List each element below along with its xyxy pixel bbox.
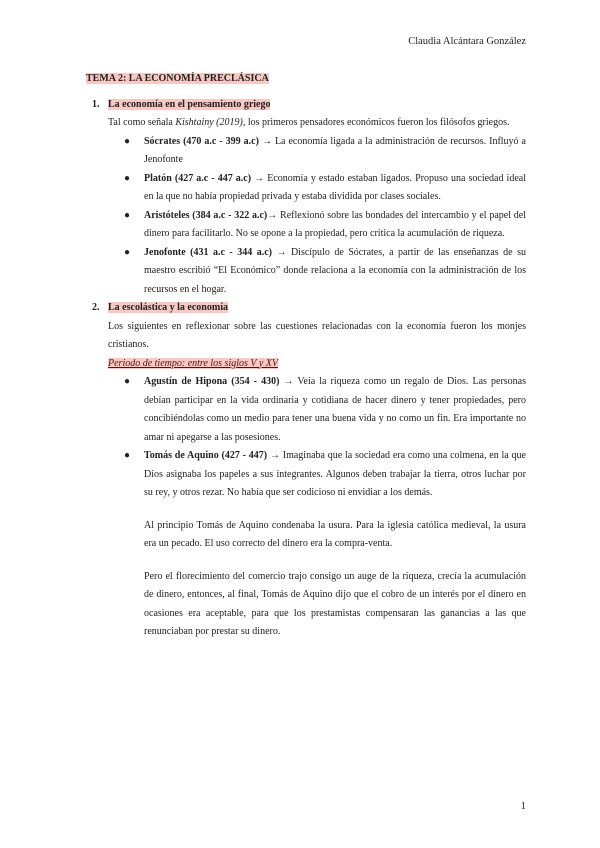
- bullet-icon: ●: [124, 450, 131, 461]
- section2-intro: Los siguientes en reflexionar sobre las cuestiones relacionadas con la economía fueron los monjes cristianos.: [108, 320, 526, 350]
- section1-heading: [86, 96, 526, 115]
- section2-title: La escolástica y la economía: [108, 302, 228, 313]
- paragraph-comercio: Pero el florecimiento del comercio trajo consigo un auge de la riqueza, crecía la acumulación de dinero, entonces, al final, Tomás de Aquino dijo que el cobro de un interés por el dinero en ocasiones era aceptable, para que los prestamistas compensaran las ganancias a las que renunciaban por prestar su dinero.: [144, 570, 526, 637]
- bullet-icon: ●: [124, 135, 131, 147]
- section2-number: 2.: [92, 302, 100, 313]
- section1-title: La economía en el pensamiento griego: [108, 98, 271, 110]
- paragraph-usura: Al principio Tomás de Aquino condenaba la usura. Para la iglesia católica medieval, la usura era un pecado. El uso correcto del dinero era la compra-venta.: [144, 519, 526, 549]
- citation: Kishtainy (2019): [175, 117, 243, 128]
- author-name: Claudia Alcántara González: [408, 36, 526, 47]
- list-item: ● Tomás de Aquino (427 - 447) → Imaginaba que la sociedad era como una colmena, en la que Dios asignaba los papeles a sus integrantes. Algunos deben trabajar la tierra, otros luchar por su rey, y otros rezar. No había que ser codicioso ni envidiar a los demás.: [144, 447, 526, 503]
- bullet-icon: ●: [124, 209, 131, 221]
- list-item: ● Sócrates (470 a.c - 399 a.c) → La economía ligada a la administración de recursos. Influyó a Jenofonte: [144, 133, 526, 170]
- document-body: [86, 70, 526, 642]
- list-item: ● Agustín de Hipona (354 - 430) → Veía la riqueza como un regalo de Dios. Las personas debían participar en la vida ordinaria y cotidiana de hacer dinero y tener propiedades, pero concibiéndolas como un medio para tener una buena vida y no como un fin. Era importante no amar ni apegarse a las posesiones.: [144, 373, 526, 447]
- document-title: TEMA 2: LA ECONOMÍA PRECLÁSICA: [86, 73, 269, 84]
- bullet-icon: ●: [124, 246, 131, 258]
- list-item: ● Jenofonte (431 a.c - 344 a.c) → Discípulo de Sócrates, a partir de las enseñanzas de su maestro escribió “El Económico” donde relaciona a la economía con la administración de los recursos en el hogar.: [144, 244, 526, 300]
- bullet-icon: ●: [124, 376, 131, 387]
- section2-heading: [86, 299, 526, 318]
- list-item: ● Platón (427 a.c - 447 a.c) → Economía y estado estaban ligados. Propuso una sociedad ideal en la que no había propiedad privada y estaba dividida por clases sociales.: [144, 170, 526, 207]
- section1-intro: Tal como señala Kishtainy (2019), los primeros pensadores económicos fueron los filósofos griegos.: [108, 117, 510, 128]
- page-number: 1: [520, 800, 526, 812]
- bullet-icon: ●: [124, 172, 131, 184]
- list-item: ● Aristóteles (384 a.c - 322 a.c)→ Reflexionó sobre las bondades del intercambio y el papel del dinero para facilitarlo. No se opone a la propiedad, pero critica la acumulación de riqueza.: [144, 207, 526, 244]
- period-subtitle: Periodo de tiempo: entre los siglos V y XV: [108, 357, 278, 369]
- section1-number: 1.: [92, 98, 100, 110]
